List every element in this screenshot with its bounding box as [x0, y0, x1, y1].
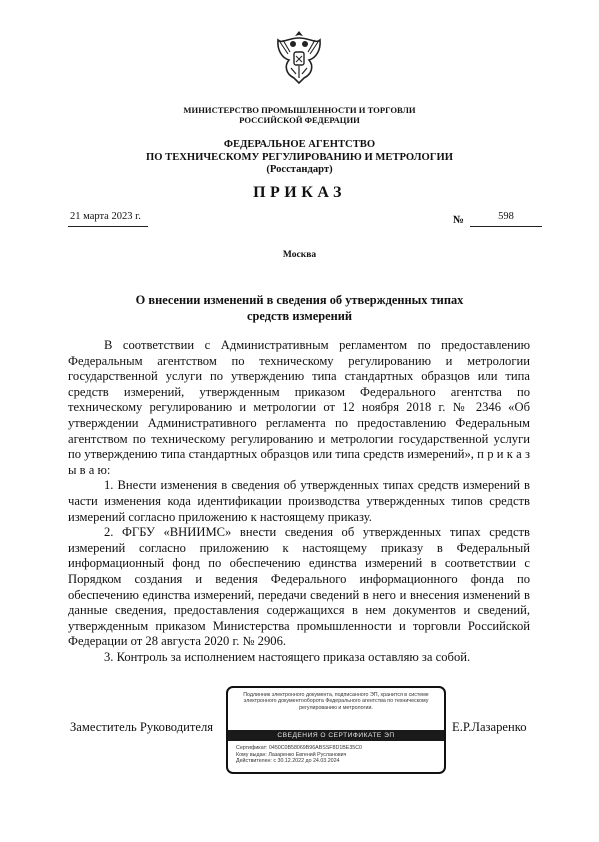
document-type-title: ПРИКАЗ [253, 184, 346, 201]
ministry-line-2: РОССИЙСКОЙ ФЕДЕРАЦИИ [239, 115, 360, 125]
number-sign: № [453, 214, 465, 226]
stamp-certificate-details [236, 745, 436, 765]
clause-1-paragraph: 1. Внести изменения в сведения об утвержденных типах средств измерений в части изменения кода идентификации производства утвержденных типов средств измерений согласно приложению к настоящему приказу. [68, 478, 530, 524]
stamp-owner: Кому выдан: Лазаренко Евгений Русланович [236, 751, 347, 758]
signer-position: Заместитель Руководителя [70, 720, 214, 734]
agency-line-3: (Росстандарт) [266, 164, 333, 175]
subject-line-1: О внесении изменений в сведения об утвержденных типах [135, 293, 464, 307]
electronic-signature-stamp [226, 686, 446, 774]
order-body [68, 338, 530, 665]
stamp-certificate-id: Сертификат: 0450C0B58069B96ABSSF8D1BE35C0 [236, 745, 362, 751]
agency-line-1: ФЕДЕРАЛЬНОЕ АГЕНТСТВО [223, 139, 376, 150]
clause-3-paragraph: 3. Контроль за исполнением настоящего приказа оставляю за собой. [104, 649, 471, 664]
date-underline [68, 226, 148, 227]
order-number: 598 [498, 211, 514, 222]
agency-heading [0, 139, 599, 177]
stamp-certificate-band: СВЕДЕНИЯ О СЕРТИФИКАТЕ ЭП [228, 730, 444, 741]
agency-line-2: ПО ТЕХНИЧЕСКОМУ РЕГУЛИРОВАНИЮ И МЕТРОЛОГИИ [146, 151, 453, 163]
number-underline [470, 226, 542, 227]
order-date: 21 марта 2023 г. [70, 211, 141, 222]
coat-of-arms-emblem [274, 28, 324, 86]
ministry-line-1: МИНИСТЕРСТВО ПРОМЫШЛЕННОСТИ И ТОРГОВЛИ [183, 105, 416, 115]
clause-2-paragraph: 2. ФГБУ «ВНИИМС» внести сведения об утвержденных типах средств измерений согласно приложению к настоящему приказу в Федеральный информационный фонд по обеспечению единства измерений в соответствии с Порядком создания и ведения Федерального информационного фонда по обеспечению единства измерений, передачи сведений в него и внесения изменений в данные сведения, предоставления содержащихся в нем документов и сведений, утвержденным приказом Министерства промышленности и торговли Российской Федерации от 28 августа 2020 г. № 2906. [68, 525, 530, 649]
stamp-validity: Действителен: с 30.12.2022 до 24.03.2024 [236, 758, 340, 765]
ministry-heading [0, 105, 599, 125]
city-name: Москва [282, 250, 317, 260]
subject-line-2: средств измерений [246, 308, 353, 323]
order-subject [0, 293, 599, 324]
stamp-notice-text: Подлинник электронного документа, подписанного ЭП, хранится в системе электронного документооборота Федерального агентства по техническому регулированию и метрологии. [243, 692, 429, 711]
signer-name: Е.Р.Лазаренко [452, 720, 527, 734]
preamble-paragraph: В соответствии с Административным регламентом по предоставлению Федеральным агентством по техническому регулированию и метрологии государственной услуги по утверждению типа стандартных образцов или типа средств измерений, утвержденным приказом Федерального агентства по техническому регулированию и метрологии от 12 ноября 2018 г. № 2346 «Об утверждении Административного регламента по предоставлению Федеральным агентством по техническому регулированию и метрологии государственной услуги по утверждению типа стандартных образцов или типа средств измерений», п р и к а з ы в а ю: [68, 338, 530, 477]
